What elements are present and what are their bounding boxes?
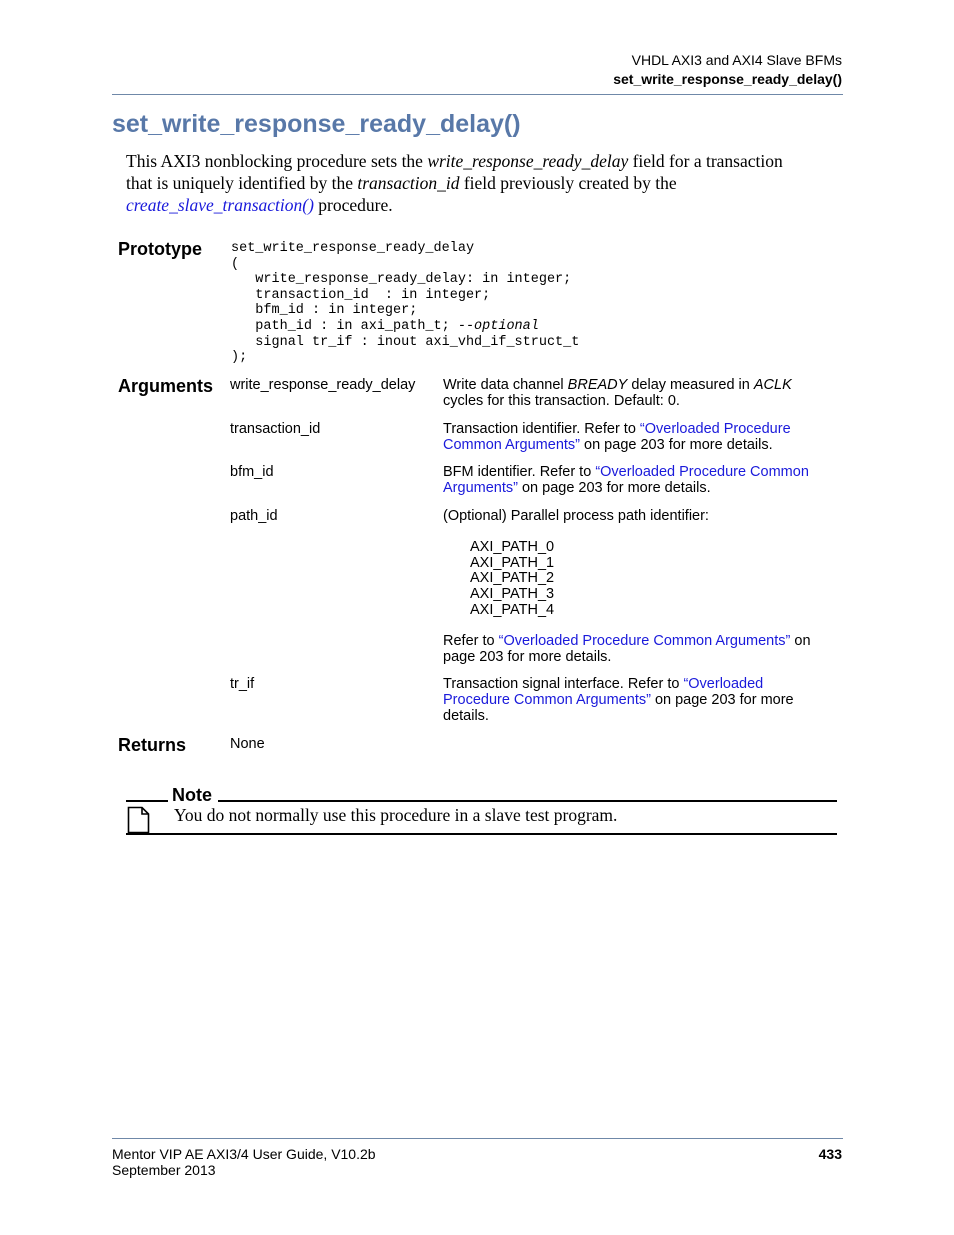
overloaded-args-link[interactable]: “Overloaded Procedure	[639, 421, 791, 437]
path-value: AXI_PATH_2	[470, 570, 555, 587]
path-value: AXI_PATH_0	[470, 539, 555, 555]
returns-label: Returns	[118, 735, 187, 755]
footer-guide-title: Mentor VIP AE AXI3/4 User Guide, V10.2b	[112, 1146, 376, 1162]
running-header-section: set_write_response_ready_delay()	[613, 71, 842, 87]
arg-desc-path-id: (Optional) Parallel process path identifier:	[443, 508, 709, 524]
path-value: AXI_PATH_1	[470, 554, 555, 571]
arg-desc-tr-if: Transaction signal interface. Refer to “Overloaded Procedure Common Arguments” on page 203 for more details.	[443, 676, 794, 724]
overloaded-args-link[interactable]: Common Arguments”	[443, 437, 580, 453]
arg-desc-write-response-ready-delay: Write data channel BREADY delay measured in ACLK cycles for this transaction. Default: 0.	[443, 377, 792, 409]
running-header-chapter: VHDL AXI3 and AXI4 Slave BFMs	[631, 52, 842, 68]
intro-paragraph: This AXI3 nonblocking procedure sets the write_response_ready_delay field for a transaction that is uniquely identified by the transaction_id field previously created by the create_slave_transaction() procedure.	[126, 151, 783, 215]
header-rule	[112, 94, 843, 95]
overloaded-args-link[interactable]: Procedure Common Arguments”	[443, 692, 651, 708]
arg-name-tr-if: tr_if	[230, 676, 255, 692]
arg-desc-transaction-id: Transaction identifier. Refer to “Overloaded Procedure Common Arguments” on page 203 for more details.	[443, 421, 791, 453]
arg-desc-path-id-refer: Refer to “Overloaded Procedure Common Arguments” on page 203 for more details.	[443, 633, 811, 665]
footer-date: September 2013	[112, 1162, 216, 1178]
returns-value: None	[230, 736, 265, 752]
arg-name-transaction-id: transaction_id	[230, 421, 321, 437]
page-title: set_write_response_ready_delay()	[112, 110, 521, 138]
arg-name-write-response-ready-delay: write_response_ready_delay	[230, 377, 416, 393]
prototype-code: set_write_response_ready_delay ( write_response_ready_delay: in integer; transaction_id : in integer; bfm_id : in integer; path_id : in axi_path_t; --optional signal tr_if : inout axi_vhd_if_struct_t );	[231, 241, 580, 366]
footer-rule	[112, 1138, 843, 1139]
arg-name-bfm-id: bfm_id	[230, 464, 274, 480]
arg-name-path-id: path_id	[230, 508, 278, 524]
overloaded-args-link[interactable]: Arguments”	[443, 480, 518, 496]
page-number: 433	[818, 1146, 842, 1162]
note-label: Note	[172, 785, 212, 805]
path-value: AXI_PATH_3	[470, 586, 555, 603]
prototype-label: Prototype	[118, 239, 203, 259]
create-slave-transaction-link[interactable]: create_slave_transaction()	[126, 195, 314, 215]
arg-desc-bfm-id: BFM identifier. Refer to “Overloaded Procedure Common Arguments” on page 203 for more details.	[443, 464, 809, 496]
path-value: AXI_PATH_4	[470, 601, 555, 618]
note-text: You do not normally use this procedure in a slave test program.	[174, 805, 618, 825]
arguments-label: Arguments	[118, 376, 214, 396]
overloaded-args-link[interactable]: “Overloaded	[683, 676, 764, 692]
path-id-values	[470, 540, 554, 619]
overloaded-args-link[interactable]: “Overloaded Procedure Common Arguments”	[498, 633, 791, 649]
overloaded-args-link[interactable]: “Overloaded Procedure Common	[595, 464, 809, 480]
note-page-icon	[127, 806, 151, 834]
